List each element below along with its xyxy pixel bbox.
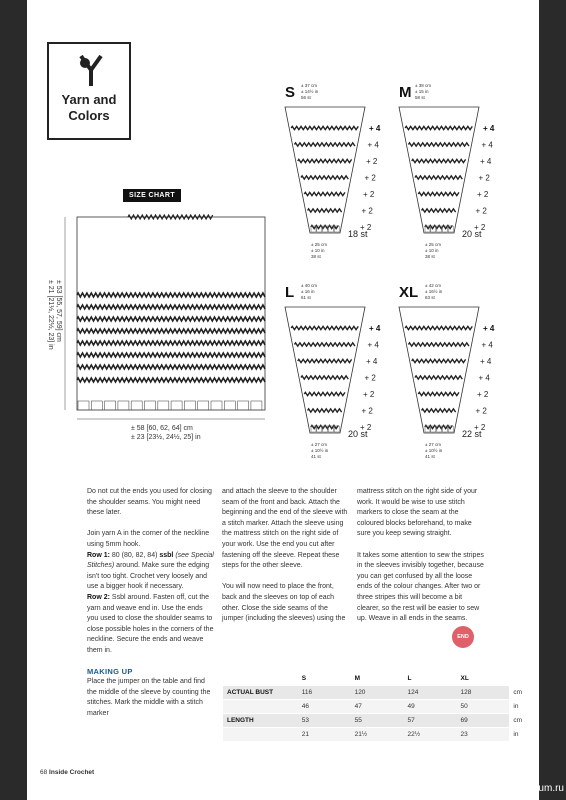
sleeve-m [399,83,495,259]
increase-label: + 2 [364,173,376,183]
increase-label: + 2 [366,157,378,166]
table-cell [223,700,298,714]
table-header-cell [509,672,539,686]
table-row [223,686,539,700]
increase-label: + 2 [361,206,373,216]
col1-join: Join yarn A in the corner of the neckline using 5mm hook. [87,530,210,548]
table-row [223,700,539,714]
sleeve-stripe [412,159,466,162]
sleeve-top-measure: 61 st [301,295,311,300]
increase-label: + 4 [366,357,378,366]
table-cell: 124 [404,686,457,700]
sleeve-stripe [304,192,345,195]
increase-label: + 4 [478,373,490,383]
sleeve-stripe [301,376,348,379]
sleeve-stripe [405,326,472,329]
increase-label: + 4 [367,340,379,350]
sleeve-bottom-measure: 38 st [425,254,435,259]
sleeve-bottom-measure: 38 st [311,254,321,259]
table-cell: 57 [404,714,457,728]
increase-label: + 4 [480,157,492,166]
sleeve-bottom-measure: ± 10 in [425,248,439,253]
table-cell: 69 [456,714,509,728]
table-header-cell [223,672,298,686]
table-cell: 21½ [351,728,404,742]
sleeve-stripe [304,392,345,395]
col1-p2 [87,529,215,656]
sleeve-stripe [294,143,355,146]
increase-label: + 2 [474,423,486,432]
sleeve-bottom-measure: ± 10½ in [311,448,329,453]
table-cell: 55 [351,714,404,728]
row1-label: Row 1: [87,551,110,559]
increase-label: + 4 [481,340,493,350]
table-cell: 46 [298,700,351,714]
increase-label: + 4 [483,324,495,333]
sleeve-bottom-measure: ± 27 cm [311,442,327,447]
increase-label: + 2 [478,173,490,183]
sleeve-stripe [301,176,348,179]
col3-p2: It takes some attention to sew the stripes in the sleeves invisibly together, because you can get confused by all the loose ends of the colour changes. After two or three stripes this will become a bit clearer, so the rest will be easier to sew up. Weave in all ends in the seams. [357,551,484,623]
increase-label: + 4 [483,124,495,133]
increase-label: + 2 [475,206,487,216]
sleeve-bottom-measure: ± 10½ in [425,448,443,453]
col1-p1: Do not cut the ends you used for closing the shoulder seams. You might need these later. [87,488,212,517]
sleeve-bottom-measure: ± 25 cm [425,242,441,247]
increase-label: + 2 [475,406,487,416]
increase-label: + 2 [360,223,372,232]
end-badge: END [452,626,474,648]
sleeve-top-measure: ± 16½ in [425,289,443,294]
making-up-heading: MAKING UP [87,666,133,676]
sleeve-top-measure: ± 42 cm [425,283,441,288]
cuff-stitches: 20 st [462,229,482,239]
width-measure-in: ± 23 [23½, 24½, 25] in [131,434,201,441]
table-header-cell: L [404,672,457,686]
sleeve-top-measure: ± 14½ in [301,89,319,94]
sleeve-bottom-measure: 41 st [311,454,321,459]
size-label: M [399,84,412,101]
page-number: 68 [40,769,48,776]
increase-label: + 2 [363,390,375,399]
table-row [223,728,539,742]
increase-label: + 2 [477,190,489,199]
sleeve-stripe [418,392,459,395]
increase-label: + 2 [477,390,489,399]
width-measure-cm: ± 58 [60, 62, 64] cm [131,425,193,432]
table-cell: 116 [298,686,351,700]
table-row [223,714,539,728]
table-cell: cm [509,686,539,700]
sleeve-stripe [308,409,342,412]
size-label: XL [399,284,419,301]
pattern-page [27,0,539,800]
table-cell: 120 [351,686,404,700]
row1-ssbl: ssbl [159,551,174,559]
cuff-stitches: 20 st [348,429,368,439]
sleeve-stripe [291,126,358,129]
sleeve-stripe [422,409,456,412]
length-measure-cm: ± 53 [55, 57, 59] cm [55,280,62,342]
logo-title-line1: Yarn and [61,92,117,107]
sleeve-top-measure: ± 15 in [415,89,429,94]
sleeve-bottom-measure: ± 10 in [311,248,325,253]
col2-p1: and attach the sleeve to the shoulder seam of the front and back. Attach the beginning and the end of the sleeve with a stitch marker. Attach the sleeve using the mattress stitch on the right side of your work. Use the end you cut after fastening off the sleeve. Repeat these steps for the other sleeve. [222,488,348,570]
table-cell: 50 [456,700,509,714]
sleeve-top-measure: 63 st [425,295,435,300]
table-cell: in [509,700,539,714]
col2-p2: You will now need to place the front, back and the sleeves on top of each other. Close the side seams of the jumper (including the sleeves) using the [222,583,346,623]
sleeve-stripe [408,143,469,146]
table-cell: in [509,728,539,742]
increase-label: + 2 [363,190,375,199]
increase-label: + 4 [369,324,381,333]
table-header-row [223,672,539,686]
sleeve-stripe [308,209,342,212]
increase-label: + 2 [360,423,372,432]
increase-label: + 2 [361,406,373,416]
sleeve-bottom-measure: ± 25 cm [311,242,327,247]
col1-p3: Place the jumper on the table and find the middle of the sleeve by counting the stitches. Mark the middle with a stitch marker [87,678,211,717]
table-cell: 23 [456,728,509,742]
table-cell: ACTUAL BUST [223,686,298,700]
cuff-stitches: 22 st [462,429,482,439]
increase-label: + 4 [367,140,379,150]
table-header-cell: M [351,672,404,686]
measurements-table [223,672,539,742]
increase-label: + 4 [369,124,381,133]
sleeve-s [285,83,381,259]
table-cell: 53 [298,714,351,728]
sleeve-top-measure: ± 40 cm [301,283,317,288]
sleeve-stripe [422,209,456,212]
cuff-stitches: 18 st [348,229,368,239]
row2-label: Row 2: [87,593,110,601]
sleeve-stripe [408,343,469,346]
increase-label: + 2 [474,223,486,232]
table-cell: 128 [456,686,509,700]
table-cell: cm [509,714,539,728]
sleeve-stripe [405,126,472,129]
sleeve-xl [399,283,495,459]
sleeve-stripe [415,176,462,179]
sleeve-stripe [294,343,355,346]
text-column-2 [222,487,350,635]
table-header-cell: S [298,672,351,686]
table-cell: LENGTH [223,714,298,728]
size-chart-label: SIZE CHART [123,189,181,202]
size-label: S [285,84,296,101]
row1-end: around. Make sure the edging isn't too tight. Crochet very loosely and use a bigger hook if necessary. [87,562,210,591]
table-cell: 22½ [404,728,457,742]
table-header-cell: XL [456,672,509,686]
length-measure-in: ± 21 [21½, 22½, 23] in [47,280,54,350]
sleeve-top-measure: ± 38 cm [415,83,431,88]
table-cell: 49 [404,700,457,714]
sleeve-top-measure: ± 16 in [301,289,315,294]
increase-label: + 4 [480,357,492,366]
text-column-3 [357,487,485,635]
logo-title-line2: Colors [68,108,110,123]
sleeve-top-measure: 56 st [301,95,311,100]
row2-text: Ssbl around. Fasten off, cut the yarn and weave end in. Use the ends you used to close the shoulder seams to close possible holes in the corners of the neckline. Secure the ends and weave them in. [87,593,214,654]
watermark: PassionForum.ru [487,783,564,794]
sleeve-bottom-measure: ± 27 cm [425,442,441,447]
sleeve-stripe [415,376,462,379]
sleeve-stripe [298,359,352,362]
sleeve-top-measure: ± 37 cm [301,83,317,88]
sleeve-stripe [412,359,466,362]
increase-label: + 2 [364,373,376,383]
row1-see: (see Special Stitches) [87,551,214,570]
magazine-name: Inside Crochet [49,769,95,776]
table-cell: 47 [351,700,404,714]
table-cell [223,728,298,742]
col3-p1: mattress stitch on the right side of your work. It would be wise to use stitch markers to close the seam at the coloured blocks beforehand, to make sure you keep sewing straight. [357,488,478,538]
sleeve-stripe [298,159,352,162]
row1-text: 80 (80, 82, 84) [109,551,160,559]
sleeve-stripe [291,326,358,329]
sleeve-stripe [418,192,459,195]
size-label: L [285,284,295,301]
page-footer [40,769,94,776]
table-cell: 21 [298,728,351,742]
sleeve-top-measure: 58 st [415,95,425,100]
increase-label: + 4 [481,140,493,150]
text-column-1 [87,487,215,730]
sleeve-bottom-measure: 41 st [425,454,435,459]
sleeve-l [285,283,381,459]
